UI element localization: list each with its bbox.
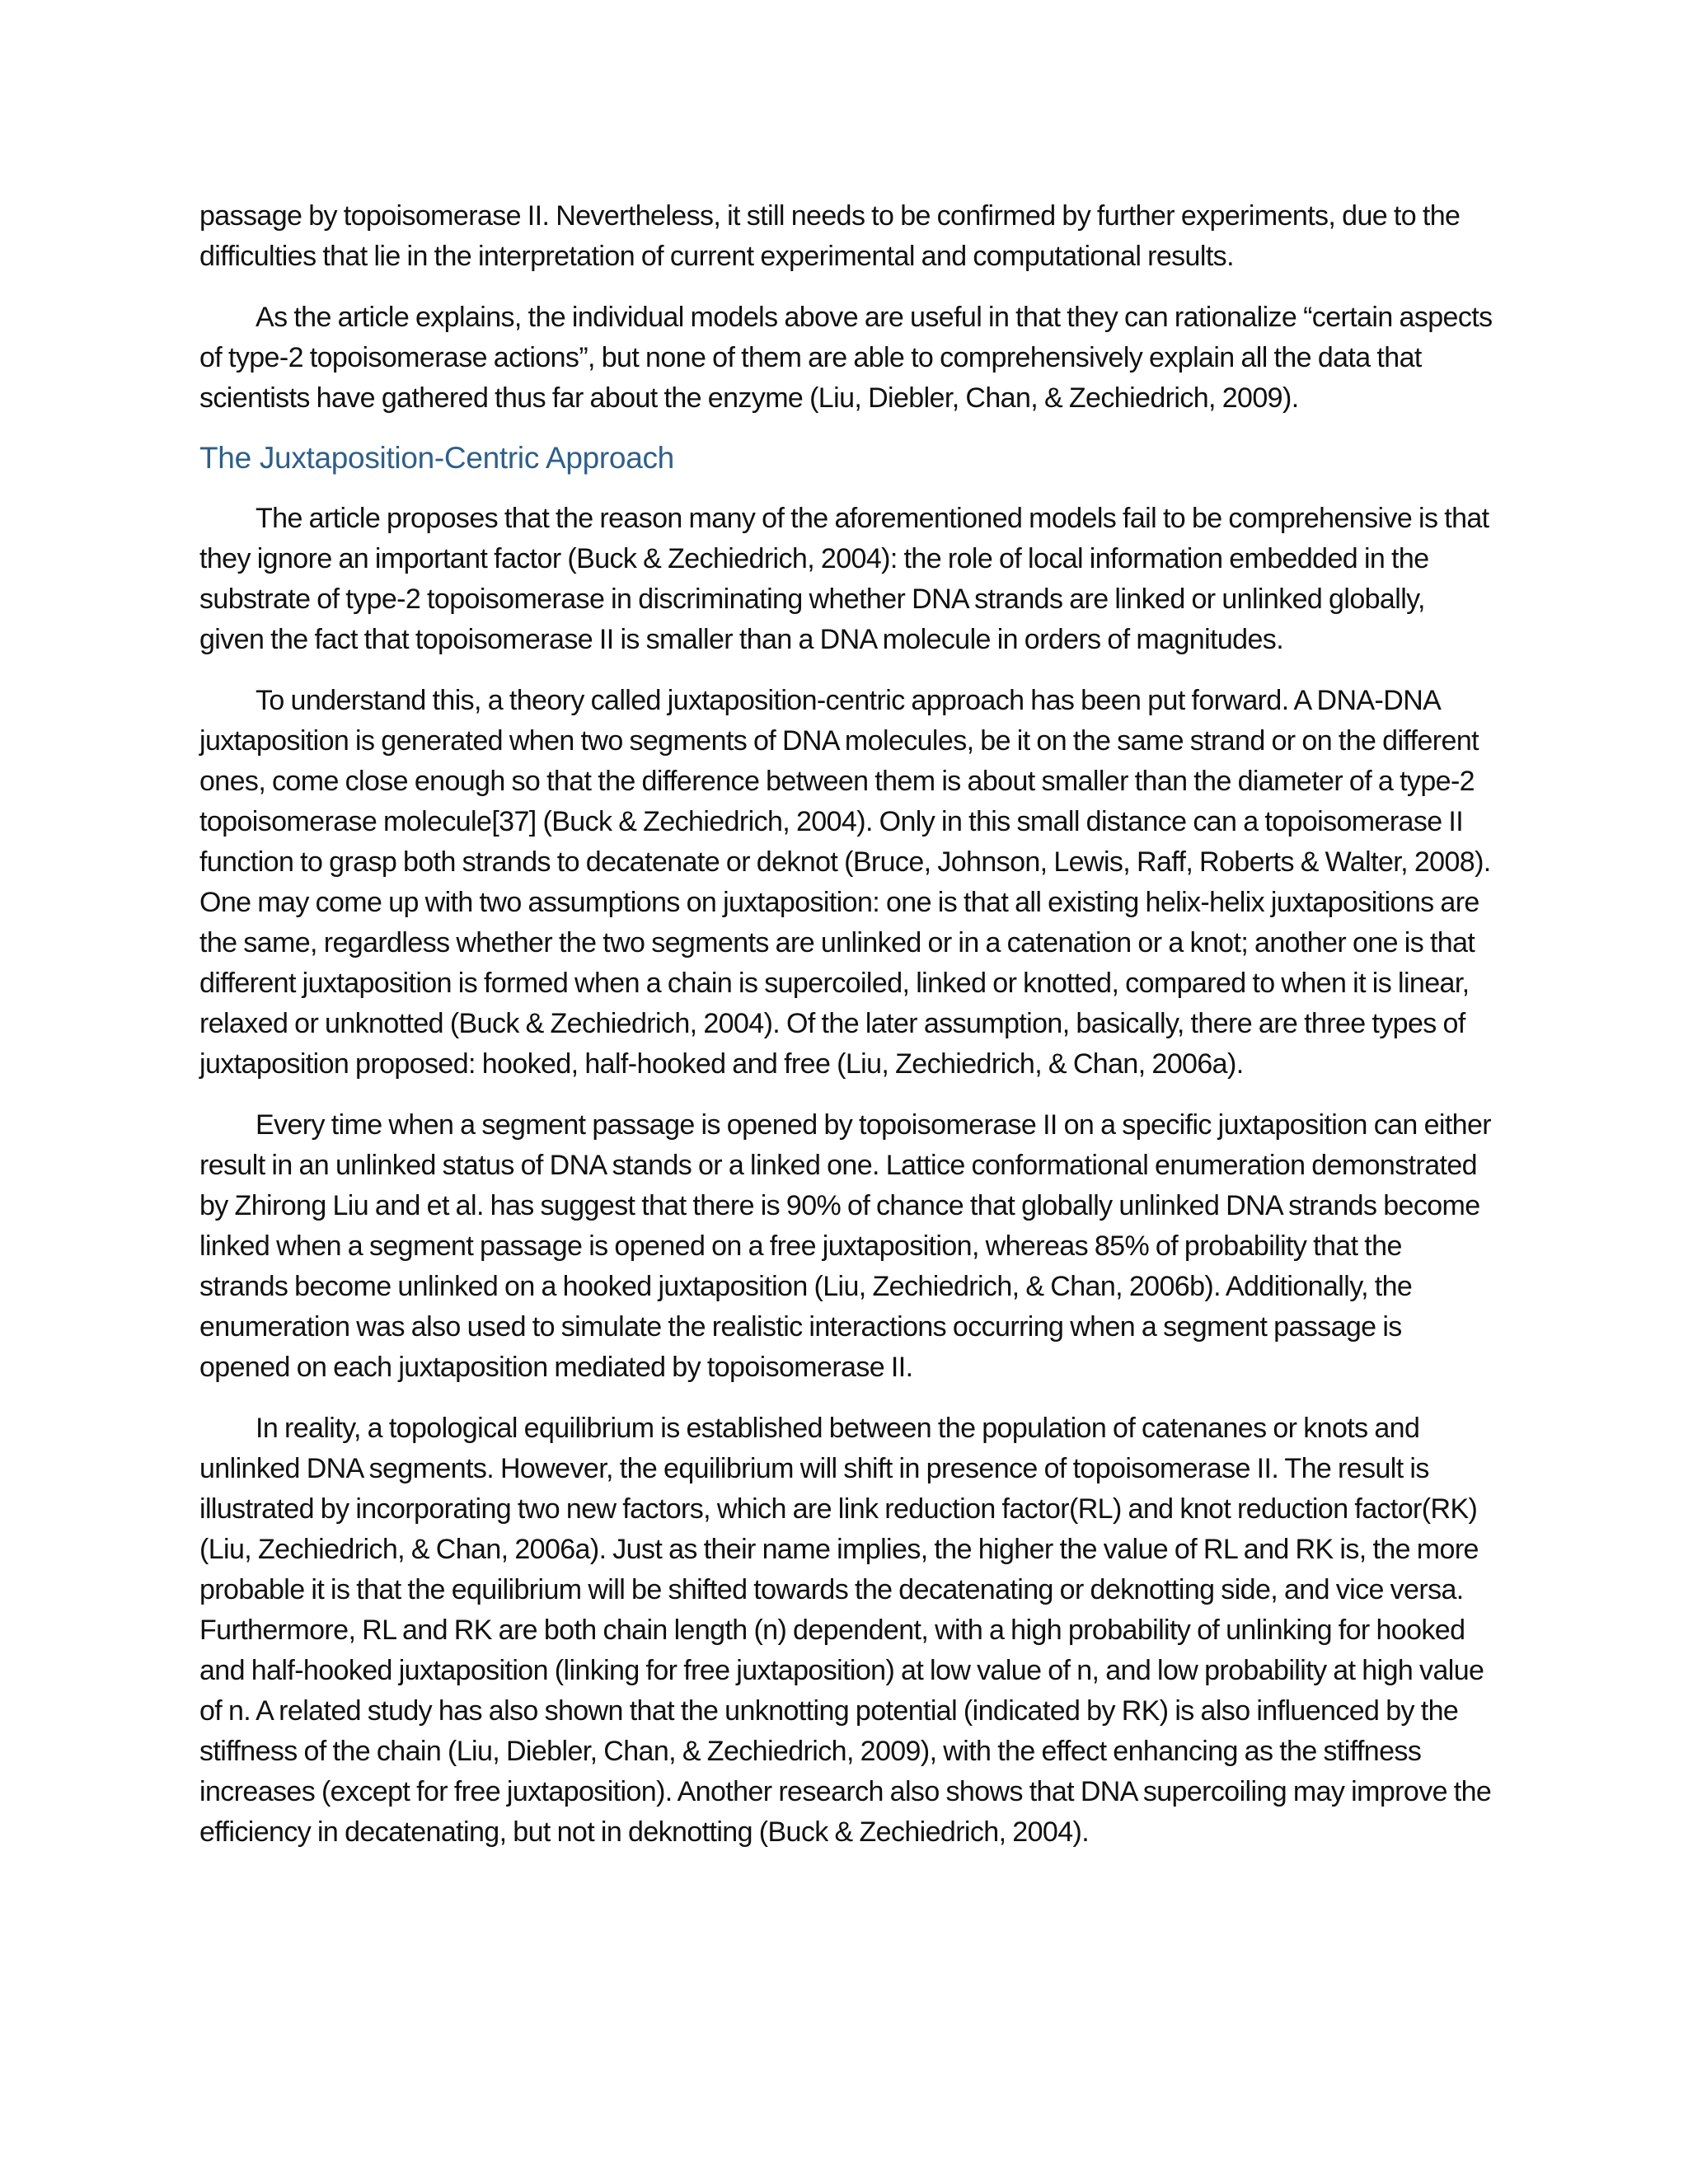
paragraph-proposal: The article proposes that the reason many of the aforementioned models fail to be comprehensive is that they ignore an important factor (Buck & Zechiedrich, 2004): the role of local information embedded in the substrate of type-2 topoisomerase in discriminating whether DNA strands are linked or unlinked globally, given the fact that topoisomerase II is smaller than a DNA molecule in orders of magnitudes.: [199, 503, 1489, 655]
section-heading: The Juxtaposition-Centric Approach: [199, 441, 674, 475]
paragraph-segment-passage: Every time when a segment passage is opened by topoisomerase II on a specific juxtaposition can either result in an unlinked status of DNA stands or a linked one. Lattice conformational enumeration demonstrated by Zhirong Liu and et al. has suggest that there is 90% of chance that globally unlinked DNA strands become linked when a segment passage is opened on a free juxtaposition, whereas 85% of probability that the strands become unlinked on a hooked juxtaposition (Liu, Zechiedrich, & Chan, 2006b). Additionally, the enumeration was also used to simulate the realistic interactions occurring when a segment passage is opened on each juxtaposition mediated by topoisomerase II.: [199, 1109, 1492, 1383]
paragraph-juxtaposition-theory: To understand this, a theory called juxtaposition-centric approach has been put forward. A DNA-DNA juxtaposition is generated when two segments of DNA molecules, be it on the same strand or on the different ones, come close enough so that the difference between them is about smaller than the diameter of a type-2 topoisomerase molecule[37] (Buck & Zechiedrich, 2004). Only in this small distance can a topoisomerase II function to grasp both strands to decatenate or deknot (Bruce, Johnson, Lewis, Raff, Roberts & Walter, 2008). One may come up with two assumptions on juxtaposition: one is that all existing helix-helix juxtapositions are the same, regardless whether the two segments are unlinked or in a catenation or a knot; another one is that different juxtaposition is formed when a chain is supercoiled, linked or knotted, compared to when it is linear, relaxed or unknotted (Buck & Zechiedrich, 2004). Of the later assumption, basically, there are three types of juxtaposition proposed: hooked, half-hooked and free (Liu, Zechiedrich, & Chan, 2006a).: [199, 685, 1491, 1080]
paragraph-continued: passage by topoisomerase II. Nevertheless, it still needs to be confirmed by further experiments, due to the difficulties that lie in the interpretation of current experimental and computational results.: [199, 200, 1461, 272]
paragraph-topological-equilibrium: In reality, a topological equilibrium is established between the population of catenanes or knots and unlinked DNA segments. However, the equilibrium will shift in presence of topoisomerase II. The result is illustrated by incorporating two new factors, which are link reduction factor(RL) and knot reduction factor(RK) (Liu, Zechiedrich, & Chan, 2006a). Just as their name implies, the higher the value of RL and RK is, the more probable it is that the equilibrium will be shifted towards the decatenating or deknotting side, and vice versa. Furthermore, RL and RK are both chain length (n) dependent, with a high probability of unlinking for hooked and half-hooked juxtaposition (linking for free juxtaposition) at low value of n, and low probability at high value of n. A related study has also shown that the unknotting potential (indicated by RK) is also influenced by the stiffness of the chain (Liu, Diebler, Chan, & Zechiedrich, 2009), with the effect enhancing as the stiffness increases (except for free juxtaposition). Another research also shows that DNA supercoiling may improve the efficiency in decatenating, but not in deknotting (Buck & Zechiedrich, 2004).: [199, 1413, 1492, 1848]
document-page: [199, 196, 1493, 1873]
paragraph-models-summary: As the article explains, the individual models above are useful in that they can rationalize “certain aspects of type-2 topoisomerase actions”, but none of them are able to comprehensively explain all the data that scientists have gathered thus far about the enzyme (Liu, Diebler, Chan, & Zechiedrich, 2009).: [199, 302, 1493, 414]
